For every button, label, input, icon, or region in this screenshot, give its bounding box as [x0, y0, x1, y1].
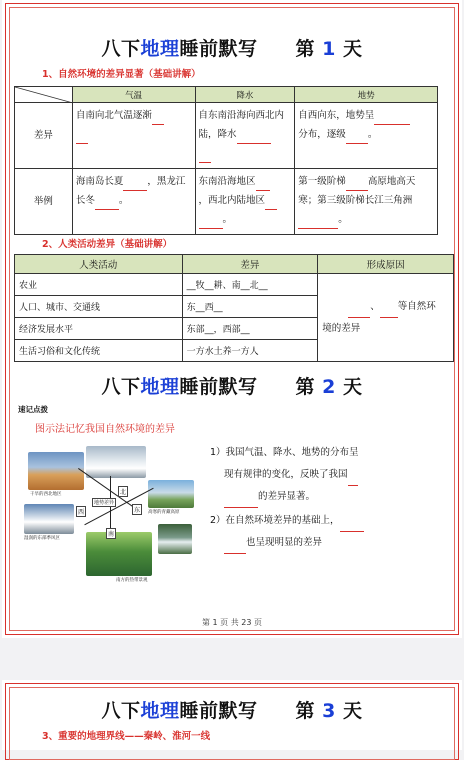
- cell-text: 东南沿海地区: [198, 176, 256, 187]
- cell-text: 高原地高天寒；第三级阶梯长江三角洲: [298, 176, 416, 206]
- label-west: 西: [76, 506, 86, 517]
- section-2-heading: 2、人类活动差异（基础讲解）: [42, 239, 173, 250]
- diff-culture: 一方水土养一方人: [182, 340, 318, 362]
- plateau-photo: [148, 480, 194, 508]
- question-text: 的差异显著。: [258, 491, 316, 502]
- page-1: [2, 0, 462, 638]
- label-terrain-diff: 地势差异: [94, 500, 115, 506]
- day-number: 2: [322, 376, 336, 398]
- cell-text: 海南岛长夏: [75, 176, 124, 187]
- cell-text: 第一级阶梯: [298, 176, 346, 187]
- header-terrain: 地势: [295, 87, 438, 103]
- header-activity: 人类活动: [15, 255, 183, 274]
- row-label-diff: 差异: [15, 103, 73, 169]
- fill-blank[interactable]: [374, 114, 410, 125]
- header-precipitation: 降水: [195, 87, 295, 103]
- fill-blank[interactable]: [76, 133, 88, 144]
- day-number: 1: [322, 38, 336, 60]
- section-1-heading: 1、自然环境的差异显著（基础讲解）: [42, 69, 201, 80]
- diff-economy: 东部__，西部__: [182, 318, 318, 340]
- day-suffix: 天: [343, 376, 363, 398]
- header-temperature: 气温: [72, 87, 195, 103]
- cell-terrain-example: [295, 169, 438, 235]
- title-suffix: 睡前默写: [179, 700, 258, 722]
- human-activity-table: [14, 254, 454, 362]
- fill-blank[interactable]: [256, 180, 270, 191]
- fill-blank[interactable]: [224, 497, 258, 508]
- reason-text: 等自然环: [397, 300, 436, 312]
- title-subject: 地理: [140, 38, 180, 60]
- cell-text: ，黑龙江长冬: [75, 176, 186, 206]
- diff-agriculture: __牧__耕、南__北__: [182, 274, 318, 296]
- fill-blank[interactable]: [224, 543, 246, 554]
- fill-blank[interactable]: [346, 180, 368, 191]
- reason-cell: [318, 274, 454, 362]
- page-2: [2, 680, 462, 750]
- cell-text: 。: [367, 129, 378, 140]
- snow-photo: [86, 446, 146, 478]
- environment-table: [14, 86, 438, 235]
- environment-diagram: [20, 440, 200, 582]
- fill-blank[interactable]: [346, 133, 368, 144]
- question-text: 现有规律的变化，反映了我国: [224, 469, 348, 480]
- cell-text: ，西北内陆地区: [198, 195, 266, 206]
- label-east: 东: [132, 504, 142, 515]
- activity-culture: 生活习俗和文化传统: [15, 340, 183, 362]
- fill-blank[interactable]: [298, 218, 338, 229]
- reason-text: 、: [370, 300, 380, 312]
- day-suffix: 天: [343, 700, 363, 722]
- day-number: 3: [322, 700, 336, 722]
- label-north: 北: [118, 486, 128, 497]
- tropical-photo: [86, 532, 152, 576]
- fill-blank[interactable]: [340, 521, 364, 532]
- cell-temp-example: [72, 169, 195, 235]
- reason-text: 境的差异: [322, 322, 361, 334]
- speed-tip-label: 速记点拨: [18, 405, 48, 414]
- title-subject: 地理: [140, 376, 180, 398]
- diff-population: 东__西__: [182, 296, 318, 318]
- fill-blank[interactable]: [348, 475, 358, 486]
- fill-blank[interactable]: [123, 180, 147, 191]
- cell-text: 自东南沿海向西北内陆，降水: [198, 110, 285, 140]
- corner-cell: [15, 87, 73, 103]
- fill-blank[interactable]: [199, 218, 223, 229]
- page-footer: 第 1 页 共 23 页: [202, 618, 262, 627]
- day-prefix: 第: [295, 700, 316, 722]
- day-1-title: [2, 34, 462, 61]
- fill-blank[interactable]: [152, 114, 164, 125]
- fill-blank[interactable]: [380, 307, 398, 318]
- header-reason: 形成原因: [318, 255, 454, 274]
- activity-economy: 经济发展水平: [15, 318, 183, 340]
- day-suffix: 天: [343, 38, 363, 60]
- cell-precip-example: [195, 169, 295, 235]
- day-3-title: [2, 696, 462, 723]
- fill-blank[interactable]: [199, 152, 211, 163]
- question-text: 也呈现明显的差异: [246, 537, 323, 548]
- fill-blank[interactable]: [237, 133, 271, 144]
- mountain-photo: [24, 504, 74, 534]
- title-prefix: 八下: [101, 38, 141, 60]
- title-suffix: 睡前默写: [179, 376, 258, 398]
- cell-precip-diff: [195, 103, 295, 169]
- cell-text: 。: [222, 214, 233, 225]
- cell-text: 自南向北气温逐渐: [75, 110, 152, 121]
- activity-agriculture: 农业: [15, 274, 183, 296]
- row-label-example: 举例: [15, 169, 73, 235]
- day-prefix: 第: [295, 376, 316, 398]
- day-2-title: [2, 372, 462, 399]
- cell-terrain-diff: [295, 103, 438, 169]
- activity-population: 人口、城市、交通线: [15, 296, 183, 318]
- caption-monsoon: 湿润的东部季风区: [24, 536, 60, 541]
- caption-plateau: 高寒的青藏高原: [148, 510, 180, 515]
- fill-blank[interactable]: [348, 307, 370, 318]
- title-suffix: 睡前默写: [179, 38, 258, 60]
- cell-text: 自西向东，地势呈: [298, 110, 375, 121]
- section-3-heading: 图示法记忆我国自然环境的差异: [35, 424, 175, 435]
- title-subject: 地理: [140, 700, 180, 722]
- cell-temp-diff: [72, 103, 195, 169]
- fill-blank[interactable]: [95, 199, 119, 210]
- question-2: [210, 510, 410, 554]
- label-south: 南: [106, 528, 116, 539]
- desert-photo: [28, 452, 84, 490]
- section-4-heading: 3、重要的地理界线——秦岭、淮河一线: [42, 731, 211, 742]
- title-prefix: 八下: [101, 376, 141, 398]
- title-prefix: 八下: [101, 700, 141, 722]
- header-difference: 差异: [182, 255, 318, 274]
- question-text: 1）我国气温、降水、地势的分布呈: [210, 447, 359, 458]
- cell-text: 。: [118, 195, 129, 206]
- cell-text: 。: [338, 214, 348, 225]
- caption-northwest: 干旱的西北地区: [30, 492, 62, 497]
- question-text: 2）在自然环境差异的基础上，: [210, 515, 340, 526]
- cell-text: 分布，逐级: [298, 129, 346, 140]
- fill-blank[interactable]: [265, 199, 277, 210]
- waterfall-photo: [158, 524, 192, 554]
- caption-tropical: 南方的热带景观: [116, 578, 148, 583]
- day-prefix: 第: [295, 38, 316, 60]
- question-1: [210, 442, 410, 508]
